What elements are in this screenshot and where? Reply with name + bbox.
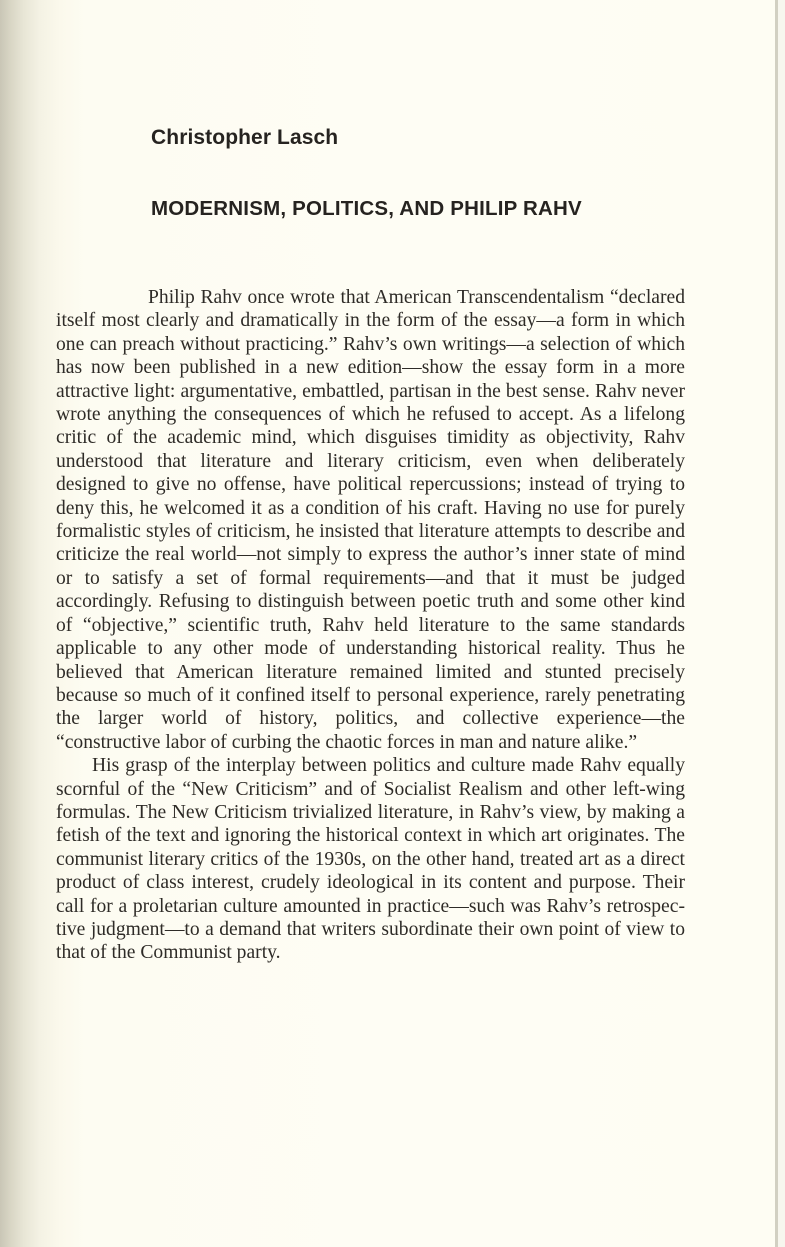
author-name: Christopher Lasch: [151, 126, 339, 149]
page-edge: [778, 0, 785, 1247]
body-paragraph: His grasp of the interplay between politics and culture made Rahv equally scornful of the “New Criticism” and of Socialist Realism and other left-wing formulas. The New Criticism trivialized literature, in Rahv’s view, by making a fetish of the text and ignoring the historical context in which art originates. The communist literary critics of the 1930s, on the other hand, treated art as a direct product of class interest, crudely ideological in its content and purpose. Their call for a proletarian culture amounted in practice—such was Rahv’s retrospective judgment—to a demand that writers subordinate their own point of view to that of the Communist party.: [56, 755, 685, 964]
body-paragraph: Philip Rahv once wrote that American Transcendentalism “declared itself most clearly and dramatically in the form of the essay—a form in which one can preach without practicing.” Rahv’s own writings—a selection of which has now been published in a new edition—show the essay form in a more attractive light: argumentative, embattled, partisan in the best sense. Rahv never wrote anything the consequences of which he refused to accept. As a lifelong critic of the academic mind, which disguises timidity as objectivity, Rahv understood that literature and literary criticism, even when deliberately designed to give no offense, have political repercussions; instead of trying to deny this, he welcomed it as a condition of his craft. Having no use for purely formalistic styles of criticism, he insisted that literature attempts to describe and criticize the real world—not simply to express the author’s inner state of mind or to satisfy a set of formal requirements—and that it must be judged accordingly. Refusing to distinguish between poetic truth and some other kind of “objective,” scientific truth, Rahv held literature to the same standards applicable to any other mode of understanding historical reality. Thus he believed that American literature remained limited and stunted precisely because so much of it confined itself to personal experience, rarely penetrating the larger world of history, politics, and collective experience—the “constructive labor of curbing the chaotic forces in man and nature alike.”: [56, 287, 685, 753]
article-body: [56, 286, 685, 965]
article-title: MODERNISM, POLITICS, AND PHILIP RAHV: [151, 197, 582, 220]
